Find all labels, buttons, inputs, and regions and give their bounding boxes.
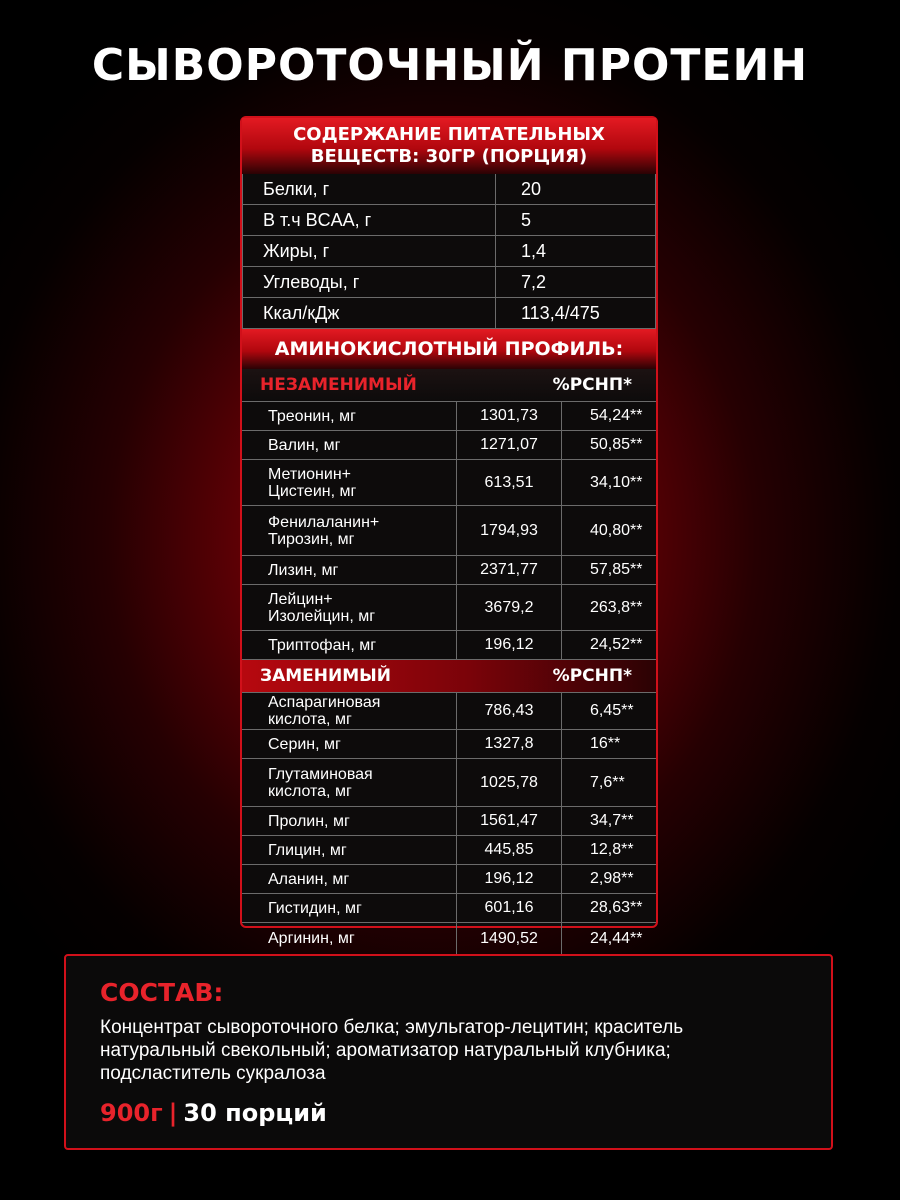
amino-name: Валин, мг xyxy=(242,431,457,460)
amino-pct: 12,8** xyxy=(562,836,657,865)
amino-name: Лейцин+ Изолейцин, мг xyxy=(242,585,457,631)
amino-mg: 445,85 xyxy=(457,836,562,865)
amino-pct: 34,10** xyxy=(562,460,657,506)
nutrient-value: 20 xyxy=(496,174,656,205)
table-row xyxy=(242,402,656,431)
table-row xyxy=(242,836,656,865)
table-row xyxy=(243,298,656,329)
table-row xyxy=(242,807,656,836)
table-row xyxy=(242,460,656,506)
amino-mg: 1025,78 xyxy=(457,759,562,807)
nutrient-value: 5 xyxy=(496,205,656,236)
amino-mg: 3679,2 xyxy=(457,585,562,631)
amino-pct: 40,80** xyxy=(562,506,657,556)
amino-name: Глутаминовая кислота, мг xyxy=(242,759,457,807)
nutrient-name: Жиры, г xyxy=(243,236,496,267)
nutrient-name: Углеводы, г xyxy=(243,267,496,298)
amino-name: Глицин, мг xyxy=(242,836,457,865)
nutrient-name: В т.ч BCAA, г xyxy=(243,205,496,236)
amino-mg: 1561,47 xyxy=(457,807,562,836)
table-row xyxy=(243,236,656,267)
table-row xyxy=(242,431,656,460)
package-info xyxy=(100,1099,327,1127)
amino-mg: 1327,8 xyxy=(457,730,562,759)
amino-pct: 16** xyxy=(562,730,657,759)
table-row xyxy=(242,556,656,585)
nonessential-subheader xyxy=(242,660,656,692)
amino-name: Аргинин, мг xyxy=(242,923,457,955)
composition-text: Концентрат сывороточного белка; эмульгатор-лецитин; краситель натуральный свекольный; ароматизатор натуральный клубника; подсластитель сукралоза xyxy=(100,1017,684,1084)
amino-name: Гистидин, мг xyxy=(242,894,457,923)
nutrition-panel xyxy=(240,116,658,947)
amino-pct: 24,52** xyxy=(562,631,657,660)
amino-pct: 7,6** xyxy=(562,759,657,807)
nutrition-header-line2: ВЕЩЕСТВ: 30ГР (ПОРЦИЯ) xyxy=(310,146,588,167)
nutrition-header xyxy=(242,118,656,174)
separator: | xyxy=(168,1099,178,1127)
amino-pct: 54,24** xyxy=(562,402,657,431)
nutrient-value: 7,2 xyxy=(496,267,656,298)
amino-pct: 34,7** xyxy=(562,807,657,836)
nutrient-name: Белки, г xyxy=(243,174,496,205)
essential-col-label: %РСНП* xyxy=(552,375,632,395)
table-row xyxy=(242,693,656,730)
amino-mg: 1490,52 xyxy=(457,923,562,955)
amino-mg: 196,12 xyxy=(457,865,562,894)
amino-mg: 196,12 xyxy=(457,631,562,660)
table-row xyxy=(242,730,656,759)
amino-name: Лизин, мг xyxy=(242,556,457,585)
amino-mg: 2371,77 xyxy=(457,556,562,585)
amino-mg: 1301,73 xyxy=(457,402,562,431)
table-row xyxy=(242,923,656,955)
page-title: СЫВОРОТОЧНЫЙ ПРОТЕИН xyxy=(91,40,809,91)
amino-pct: 6,45** xyxy=(562,693,657,730)
amino-name: Триптофан, мг xyxy=(242,631,457,660)
composition-title: СОСТАВ: xyxy=(100,978,224,1007)
table-row xyxy=(243,174,656,205)
table-row xyxy=(243,205,656,236)
amino-mg: 601,16 xyxy=(457,894,562,923)
nutrient-name: Ккал/кДж xyxy=(243,298,496,329)
amino-pct: 28,63** xyxy=(562,894,657,923)
amino-name: Серин, мг xyxy=(242,730,457,759)
amino-pct: 2,98** xyxy=(562,865,657,894)
amino-name: Аланин, мг xyxy=(242,865,457,894)
amino-name: Фенилаланин+ Тирозин, мг xyxy=(242,506,457,556)
essential-label: НЕЗАМЕНИМЫЙ xyxy=(260,375,417,395)
nutrient-value: 113,4/475 xyxy=(496,298,656,329)
nutrition-table xyxy=(242,174,656,329)
portions-count: 30 порций xyxy=(183,1099,327,1127)
nonessential-amino-table xyxy=(242,692,656,955)
amino-pct: 263,8** xyxy=(562,585,657,631)
amino-pct: 24,44** xyxy=(562,923,657,955)
amino-mg: 613,51 xyxy=(457,460,562,506)
table-row xyxy=(242,865,656,894)
essential-subheader xyxy=(242,369,656,401)
nutrient-value: 1,4 xyxy=(496,236,656,267)
amino-name: Пролин, мг xyxy=(242,807,457,836)
nonessential-col-label: %РСНП* xyxy=(552,666,632,686)
amino-name: Метионин+ Цистеин, мг xyxy=(242,460,457,506)
amino-pct: 57,85** xyxy=(562,556,657,585)
amino-name: Треонин, мг xyxy=(242,402,457,431)
amino-header: АМИНОКИСЛОТНЫЙ ПРОФИЛЬ: xyxy=(242,329,656,369)
amino-mg: 786,43 xyxy=(457,693,562,730)
amino-name: Аспарагиновая кислота, мг xyxy=(242,693,457,730)
nutrition-header-line1: СОДЕРЖАНИЕ ПИТАТЕЛЬНЫХ xyxy=(293,124,605,145)
table-row xyxy=(243,267,656,298)
essential-amino-table xyxy=(242,401,656,660)
table-row xyxy=(242,585,656,631)
nonessential-label: ЗАМЕНИМЫЙ xyxy=(260,666,391,686)
amino-pct: 50,85** xyxy=(562,431,657,460)
table-row xyxy=(242,759,656,807)
amino-mg: 1794,93 xyxy=(457,506,562,556)
table-row xyxy=(242,506,656,556)
amino-mg: 1271,07 xyxy=(457,431,562,460)
table-row xyxy=(242,894,656,923)
composition-box xyxy=(64,954,833,1150)
table-row xyxy=(242,631,656,660)
package-weight: 900г xyxy=(100,1099,163,1127)
